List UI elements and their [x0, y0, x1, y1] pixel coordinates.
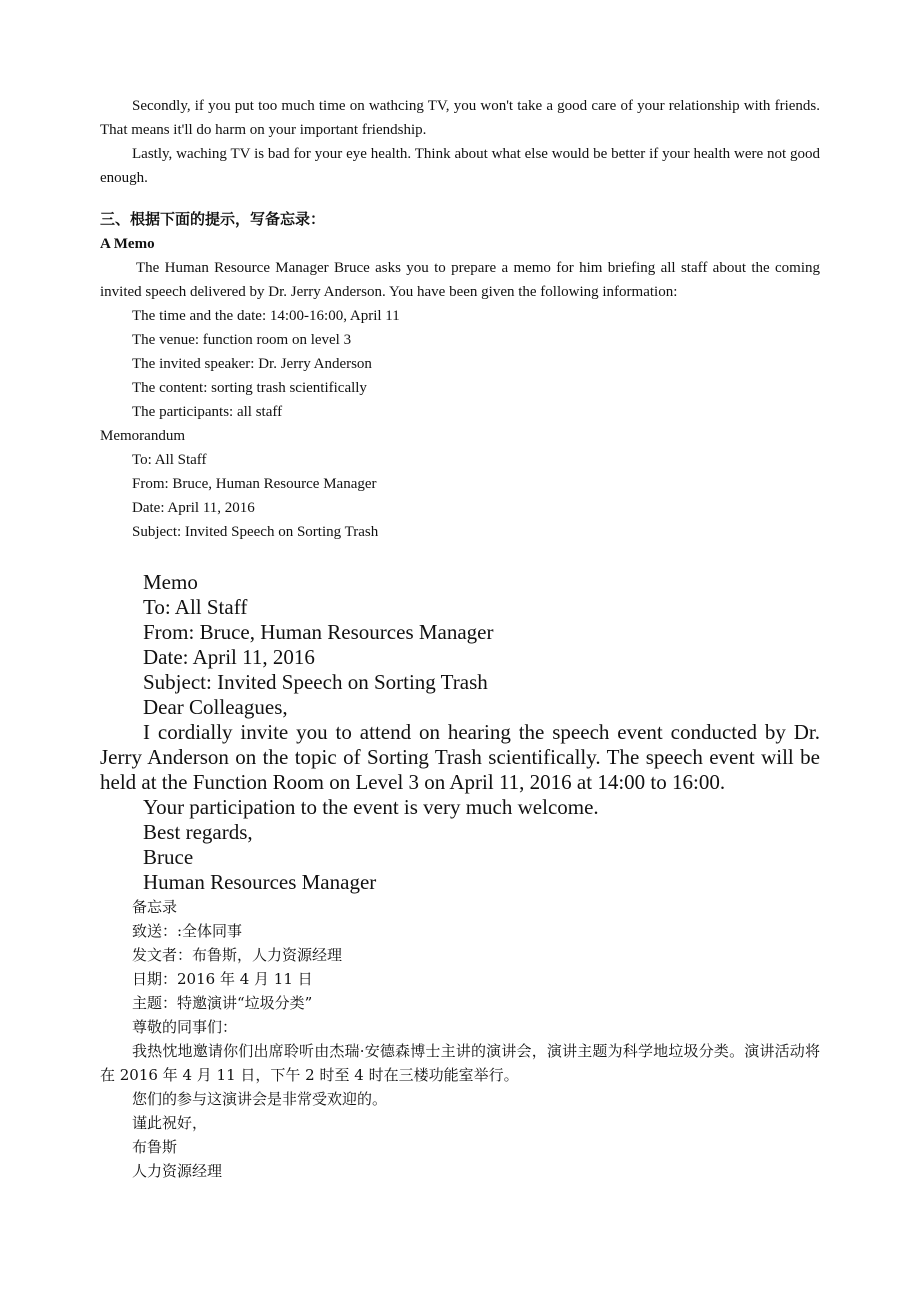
- cn-memo-signature-title: 人力资源经理: [132, 1162, 223, 1180]
- cn-memo-salutation: 尊敬的同事们：: [132, 1018, 238, 1036]
- info-venue: The venue: function room on level 3: [132, 332, 352, 348]
- intro-paragraph-secondly: Secondly, if you put too much time on wathcing TV, you won't take a good care of your relationship with friends. That means it'll do harm on your important friendship.: [100, 98, 820, 138]
- cn-memo-title: 备忘录: [132, 898, 178, 916]
- info-speaker: The invited speaker: Dr. Jerry Anderson: [132, 356, 372, 372]
- info-content: The content: sorting trash scientifically: [132, 380, 367, 396]
- memorandum-label: Memorandum: [100, 428, 185, 444]
- intro-paragraph-lastly: Lastly, waching TV is bad for your eye health. Think about what else would be better if your health were not good enough.: [100, 146, 820, 186]
- spacer: [100, 190, 820, 208]
- answer-memo-to: To: All Staff: [143, 595, 248, 619]
- cn-memo-date: 日期：2016 年 4 月 11 日: [132, 970, 313, 988]
- answer-memo-body: I cordially invite you to attend on hearing the speech event conducted by Dr. Jerry Anderson on the topic of Sorting Trash scientifically. The speech event will be held at the Function Room on Level 3 on April 11, 2016 at 14:00 to 16:00.: [100, 720, 820, 794]
- answer-memo-participation: Your participation to the event is very much welcome.: [143, 795, 599, 819]
- memorandum-to: To: All Staff: [132, 452, 207, 468]
- section-heading: 三、根据下面的提示，写备忘录：: [100, 212, 326, 228]
- answer-memo-title: Memo: [143, 570, 198, 594]
- cn-memo-to: 致送：:全体同事: [132, 922, 243, 940]
- document-page: [100, 94, 820, 1183]
- memorandum-from: From: Bruce, Human Resource Manager: [132, 476, 377, 492]
- cn-memo-signature-name: 布鲁斯: [132, 1138, 178, 1156]
- answer-memo-date: Date: April 11, 2016: [143, 645, 315, 669]
- info-participants: The participants: all staff: [132, 404, 283, 420]
- answer-memo-regards: Best regards,: [143, 820, 253, 844]
- answer-memo-signature-title: Human Resources Manager: [143, 870, 377, 894]
- cn-memo-regards: 谨此祝好，: [132, 1114, 208, 1132]
- answer-memo-from: From: Bruce, Human Resources Manager: [143, 620, 494, 644]
- memorandum-date: Date: April 11, 2016: [132, 500, 255, 516]
- cn-memo-body: 我热忱地邀请你们出席聆听由杰瑞·安德森博士主讲的演讲会，演讲主题为科学地垃圾分类。演讲活动将在 2016 年 4 月 11 日，下午 2 时至 4 时在三楼功能室举行。: [100, 1042, 820, 1084]
- memorandum-subject: Subject: Invited Speech on Sorting Trash: [132, 524, 379, 540]
- cn-memo-participation: 您们的参与这演讲会是非常受欢迎的。: [132, 1090, 388, 1108]
- section-title: A Memo: [100, 236, 155, 252]
- answer-memo-signature-name: Bruce: [143, 845, 194, 869]
- info-time-date: The time and the date: 14:00-16:00, April 11: [132, 308, 400, 324]
- answer-memo-salutation: Dear Colleagues,: [143, 695, 288, 719]
- answer-memo-subject: Subject: Invited Speech on Sorting Trash: [143, 670, 488, 694]
- task-prompt: The Human Resource Manager Bruce asks you to prepare a memo for him briefing all staff about the coming invited speech delivered by Dr. Jerry Anderson. You have been given the following information:: [100, 260, 820, 300]
- cn-memo-subject: 主题：特邀演讲“垃圾分类”: [132, 994, 313, 1012]
- cn-memo-from: 发文者：布鲁斯，人力资源经理: [132, 946, 343, 964]
